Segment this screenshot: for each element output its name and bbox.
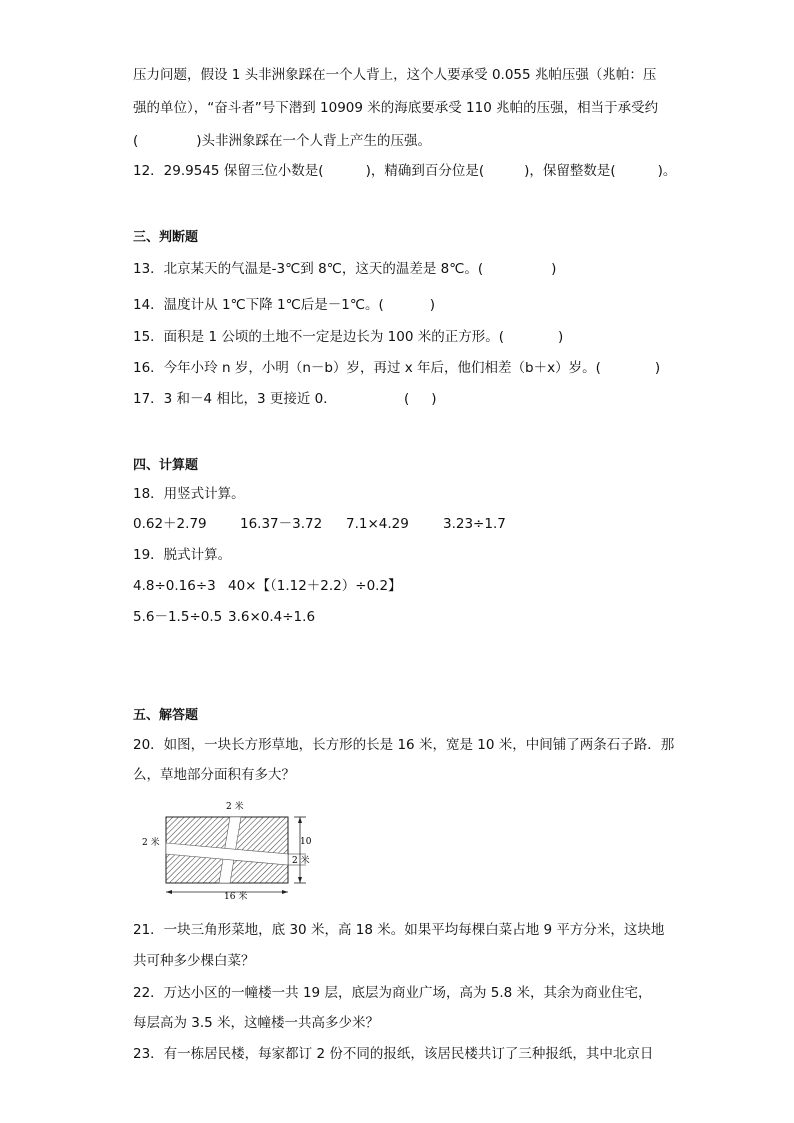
- q14-line: [133, 296, 435, 314]
- label-width: 10: [300, 837, 312, 847]
- q22-line2: 每层高为 3.5 米，这幢楼一共高多少米？: [133, 1015, 380, 1031]
- q20-line2: 么，草地部分面积有多大？: [133, 767, 295, 783]
- section-3-title: 三、判断题: [133, 230, 199, 245]
- q13-close: ): [551, 261, 557, 277]
- q12-part-d: )。: [657, 163, 677, 179]
- q12-part-c: )，保留整数是(: [524, 163, 616, 179]
- section-4-title: 四、计算题: [133, 458, 199, 473]
- q11-line3-rest: )头非洲象踩在一个人背上产生的压强。: [196, 133, 432, 149]
- q11-blank-open: (: [133, 133, 139, 149]
- q17-paren: [404, 390, 437, 408]
- q23-line1: 23．有一栋居民楼，每家都订 2 份不同的报纸，该居民楼共订了三种报纸，其中北京日: [133, 1046, 654, 1062]
- q15-text: 15．面积是 1 公顷的土地不一定是边长为 100 米的正方形。(: [133, 329, 504, 345]
- q11-line1: 压力问题，假设 1 头非洲象踩在一个人背上，这个人要承受 0.055 兆帕压强（兆帕：压: [133, 67, 657, 83]
- q14-text: 14．温度计从 1℃下降 1℃后是－1℃。(: [133, 297, 384, 313]
- q18-item-1: 0.62＋2.79: [133, 516, 207, 532]
- q20-figure: [138, 795, 328, 905]
- label-left-path-width: 2 米: [142, 838, 160, 848]
- q12-part-b: )，精确到百分位是(: [365, 163, 485, 179]
- q19-text: 19．脱式计算。: [133, 547, 232, 563]
- q21-line1: 21．一块三角形菜地，底 30 米，高 18 米。如果平均每棵白菜占地 9 平方分米，这块地: [133, 922, 665, 938]
- q20-line1: 20．如图，一块长方形草地，长方形的长是 16 米，宽是 10 米，中间铺了两条石子路．那: [133, 737, 675, 753]
- q16-close: ): [654, 360, 661, 376]
- q18-item-4: 3.23÷1.7: [443, 516, 506, 532]
- q19-item-3: 5.6－1.5÷0.5: [133, 609, 223, 625]
- q12-part-a: 12．29.9545 保留三位小数是(: [133, 163, 324, 179]
- q18-item-3: 7.1×4.29: [346, 516, 409, 532]
- q15-line: [133, 328, 563, 346]
- q18-text: 18．用竖式计算。: [133, 486, 245, 502]
- q17-open: (: [404, 391, 410, 407]
- q16-text: 16．今年小玲 n 岁，小明（n－b）岁，再过 x 年后，他们相差（b＋x）岁。(: [133, 360, 601, 376]
- q12-line: [133, 162, 676, 180]
- label-length: 16 米: [224, 892, 248, 902]
- q17-text: 17．3 和－4 相比，3 更接近 0．: [133, 391, 337, 407]
- q15-close: ): [557, 329, 564, 345]
- q22-line1: 22．万达小区的一幢楼一共 19 层，底层为商业广场，高为 5.8 米，其余为商业住宅，: [133, 985, 652, 1001]
- label-right-path-width: 2 米: [292, 856, 310, 866]
- q11-line2: 强的单位），“奋斗者”号下潜到 10909 米的海底要承受 110 兆帕的压强，相当于承受约: [133, 100, 659, 116]
- q16-line: [133, 359, 660, 377]
- q19-item-4: 3.6×0.4÷1.6: [228, 609, 316, 625]
- q13-line: [133, 260, 556, 278]
- label-top-path-width: 2 米: [226, 802, 244, 812]
- q19-item-1: 4.8÷0.16÷3: [133, 578, 216, 594]
- q17-line: [133, 390, 337, 408]
- q18-item-2: 16.37－3.72: [240, 516, 323, 532]
- q17-close: ): [431, 391, 437, 407]
- section-5-title: 五、解答题: [133, 708, 199, 723]
- q14-close: ): [429, 297, 436, 313]
- q13-text: 13．北京某天的气温是-3℃到 8℃，这天的温差是 8℃。(: [133, 261, 484, 277]
- q11-line3: [133, 132, 431, 150]
- q21-line2: 共可种多少棵白菜？: [133, 953, 255, 969]
- q19-item-2: 40×【（1.12＋2.2）÷0.2】: [228, 578, 402, 594]
